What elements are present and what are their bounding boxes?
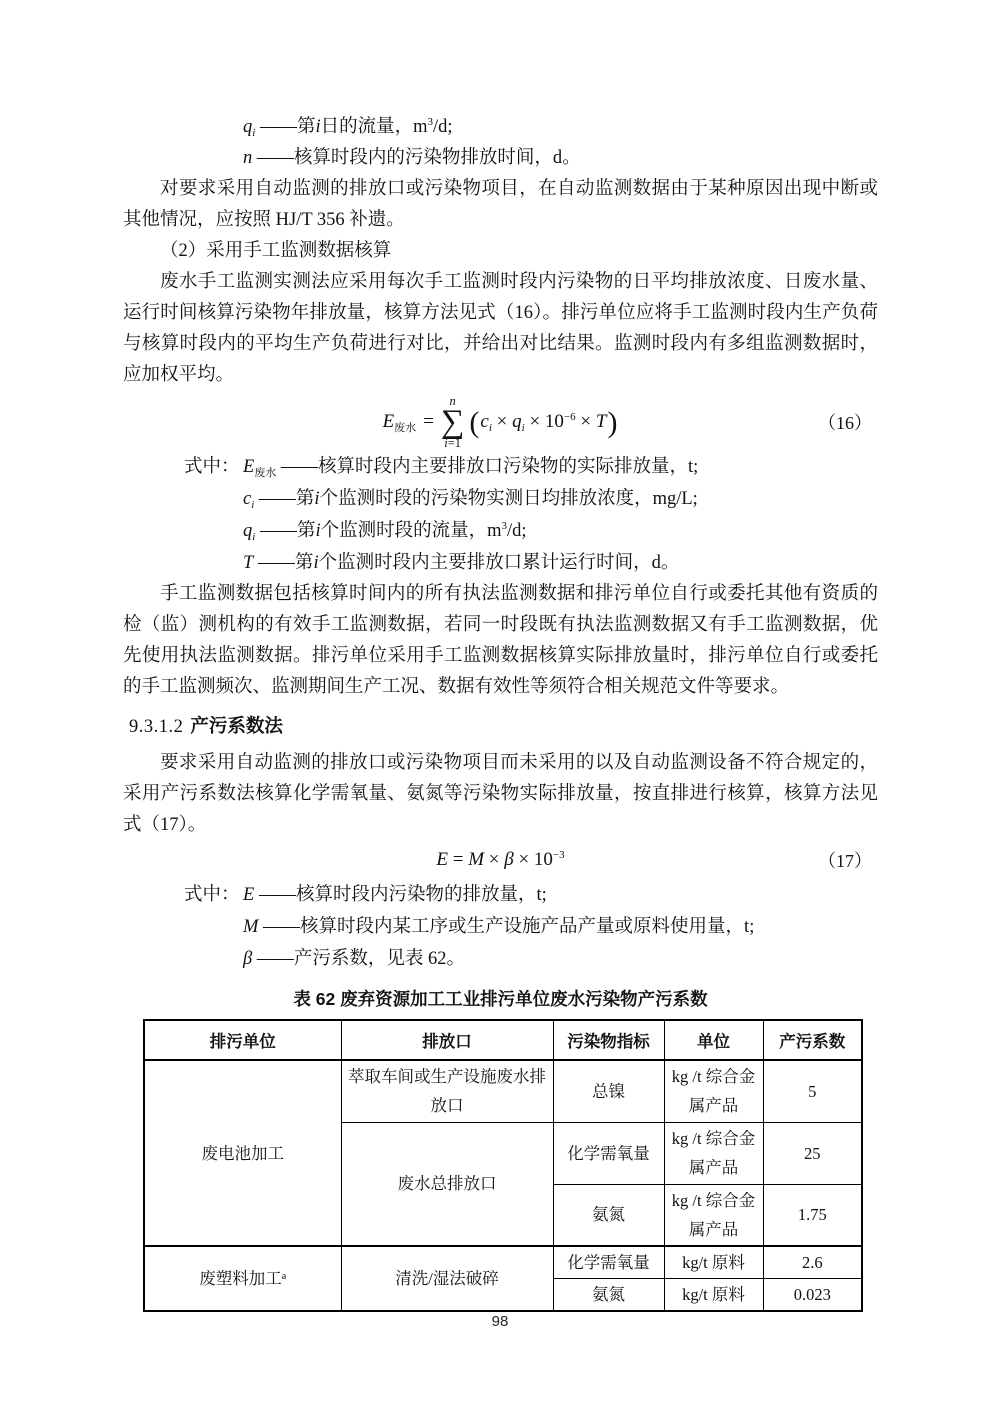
equation-body: $E = M \times \beta \times 10^{-3}$ (436, 849, 565, 870)
cell-coefficient: 25 (763, 1122, 862, 1184)
definition-text: E ——核算时段内污染物的排放量，t; (243, 885, 547, 905)
formula-term-definition: $c_i$ ——第i个监测时段的污染物实测日均排放浓度，mg/L; (243, 489, 698, 511)
cell-indicator: 总镍 (553, 1060, 664, 1122)
where-label: 式中： (184, 457, 240, 477)
cell-indicator: 氨氮 (553, 1279, 664, 1312)
cell-unit: 废电池加工 (144, 1060, 341, 1246)
cell-outlet: 清洗/湿法破碎 (341, 1246, 553, 1311)
paragraph-manual-data: 手工监测数据包括核算时间内的所有执法监测数据和排污单位自行或委托其他有资质的检（监）测机构的有效手工监测数据，若同一时段既有执法监测数据又有手工监测数据，优先使用执法监测数据。排污单位采用手工监测数据核算实际排放量时，排污单位自行或委托的手工监测频次、监测期间生产工况、数据有效性等须符合相关规范文件等要求。 (123, 584, 878, 697)
section-number: 9.3.1.2 (129, 717, 184, 737)
page-number: 98 (491, 1313, 509, 1330)
cell-coefficient: 5 (763, 1060, 862, 1122)
cell-uom: kg /t 综合金属产品 (664, 1060, 763, 1122)
cell-coefficient: 0.023 (763, 1279, 862, 1312)
column-header-uom: 单位 (664, 1020, 763, 1060)
cell-uom: kg /t 综合金属产品 (664, 1184, 763, 1246)
cell-outlet: 萃取车间或生产设施废水排放口 (341, 1060, 553, 1122)
table-row (144, 1246, 862, 1279)
table-row (144, 1060, 862, 1122)
cell-outlet: 废水总排放口 (341, 1122, 553, 1246)
summation-lower-limit: i=1 (444, 435, 462, 450)
cell-indicator: 化学需氧量 (553, 1246, 664, 1279)
formula-term-definition (123, 451, 878, 483)
equation-lhs: $E_{废水}$ (382, 411, 417, 434)
formula-term-definition: n ——核算时段内的污染物排放时间，d。 (243, 148, 581, 168)
cell-uom: kg/t 原料 (664, 1246, 763, 1279)
column-header-unit: 排污单位 (144, 1020, 341, 1060)
column-header-coefficient: 产污系数 (763, 1020, 862, 1060)
cell-coefficient: 1.75 (763, 1184, 862, 1246)
paragraph-manual-method: 废水手工监测实测法应采用每次手工监测时段内污染物的日平均排放浓度、日废水量、运行时间核算污染物年排放量，核算方法见式（16）。排污单位应将手工监测时段内生产负荷与核算时段内的平均生产负荷进行对比，并给出对比结果。监测时段内有多组监测数据时，应加权平均。 (123, 272, 878, 385)
table-header-row (144, 1020, 862, 1060)
formula-term-definition: $q_i$ ——第i日的流量，$m^3/d$; (243, 116, 453, 139)
cell-indicator: 氨氮 (553, 1184, 664, 1246)
formula-term-definition: β ——产污系数，见表 62。 (243, 949, 465, 969)
cell-uom: kg/t 原料 (664, 1279, 763, 1312)
cell-unit: 废塑料加工$^a$ (144, 1246, 341, 1311)
definition-text: $E_{废水}$ ——核算时段内主要排放口污染物的实际排放量，t; (243, 457, 699, 479)
equation-number: （17） (818, 851, 872, 871)
equation-17-definitions (123, 879, 878, 975)
equals-sign: = (423, 411, 434, 432)
table-caption: 表 62 废弃资源加工工业排污单位废水污染物产污系数 (293, 989, 708, 1009)
formula-term-definition: M ——核算时段内某工序或生产设施产品产量或原料使用量，t; (243, 917, 755, 937)
column-header-outlet: 排放口 (341, 1020, 553, 1060)
equation-16-definitions (123, 451, 878, 579)
equation-16: $E_{废水}$ = n ∑ i=1 ( $c_i \times q_i \times 10^{-6} \times T$ ) （16） (382, 393, 872, 450)
equation-body: $c_i \times q_i \times 10^{-6} \times T$ (480, 411, 607, 434)
section-title: 产污系数法 (190, 715, 283, 736)
equation-number: （16） (818, 413, 872, 433)
summation-upper-limit: n (449, 393, 456, 408)
cell-coefficient: 2.6 (763, 1246, 862, 1279)
cell-indicator: 化学需氧量 (553, 1122, 664, 1184)
formula-term-definition: T ——第i个监测时段内主要排放口累计运行时间，d。 (243, 553, 680, 573)
formula-term-definition: $q_i$ ——第i个监测时段的流量，$m^3/d$; (243, 520, 527, 543)
cell-uom: kg /t 综合金属产品 (664, 1122, 763, 1184)
paragraph-auto-monitoring: 对要求采用自动监测的排放口或污染物项目，在自动监测数据由于某种原因出现中断或其他情况，应按照 HJ/T 356 补遗。 (123, 179, 878, 230)
pollutant-coefficient-table (143, 1019, 863, 1312)
list-item-manual-monitoring: （2）采用手工监测数据核算 (160, 241, 392, 261)
equation-17 (123, 843, 878, 877)
where-label: 式中： (184, 885, 240, 905)
page-content (123, 112, 878, 1312)
formula-term-definition (123, 879, 878, 911)
column-header-indicator: 污染物指标 (553, 1020, 664, 1060)
paragraph-coefficient-method: 要求采用自动监测的排放口或污染物项目而未采用的以及自动监测设备不符合规定的，采用产污系数法核算化学需氧量、氨氮等污染物实际排放量，按直排进行核算，核算方法见式（17）。 (123, 753, 878, 835)
summation-symbol (441, 395, 465, 450)
section-heading (129, 711, 878, 742)
sigma-glyph: ∑ (440, 403, 465, 440)
